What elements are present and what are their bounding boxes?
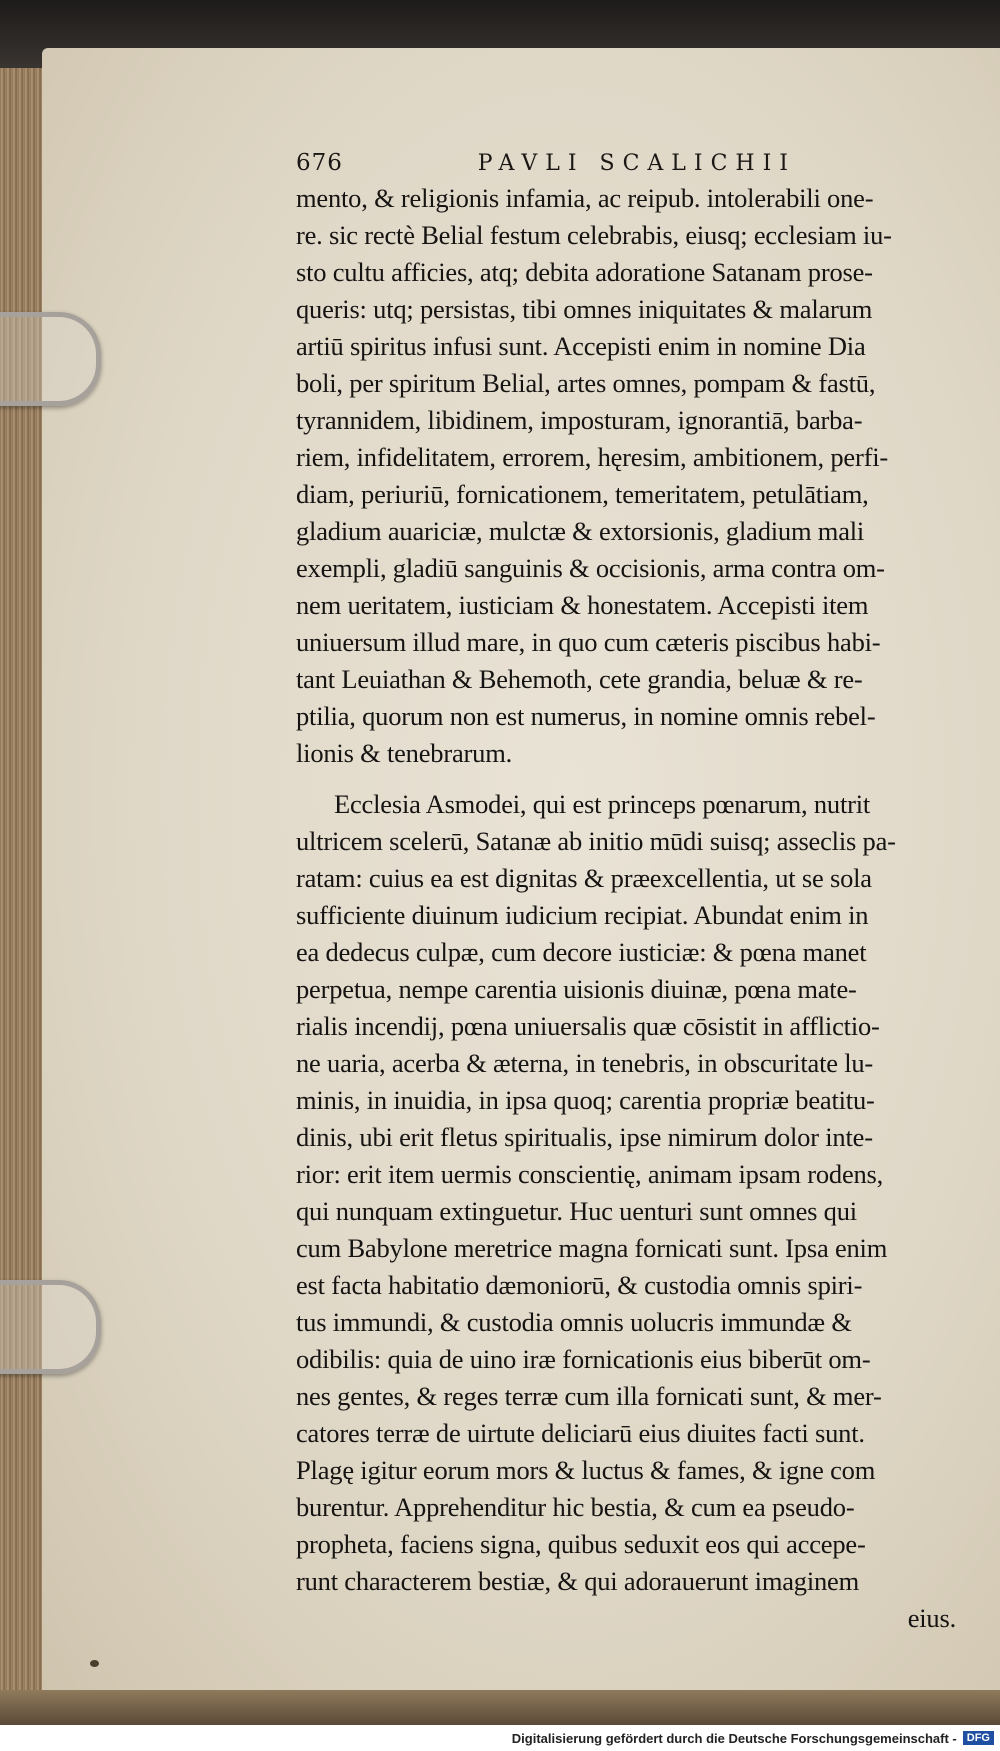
text-line: qui nunquam extinguetur. Huc uenturi sunt omnes qui <box>296 1196 857 1226</box>
text-line: Ecclesia Asmodei, qui est princeps pœnarum, nutrit <box>334 789 871 819</box>
text-line: ea dedecus culpæ, cum decore iusticiæ: & pœna manet <box>296 937 867 967</box>
text-line: cum Babylone meretrice magna fornicati sunt. Ipsa enim <box>296 1233 888 1263</box>
text-line: riem, infidelitatem, errorem, hęresim, ambitionem, perfi- <box>296 442 888 472</box>
dfg-logo: DFG <box>963 1731 994 1745</box>
text-line: tus immundi, & custodia omnis uolucris immundæ & <box>296 1307 852 1337</box>
footer-credit: Digitalisierung gefördert durch die Deutsche Forschungsgemeinschaft - <box>511 1730 957 1746</box>
text-line: burentur. Apprehenditur hic bestia, & cum ea pseudo- <box>296 1492 855 1522</box>
running-head <box>296 150 856 176</box>
text-line: ratam: cuius ea est dignitas & præexcellentia, ut se sola <box>296 863 872 893</box>
text-line: exempli, gladiū sanguinis & occisionis, arma contra om- <box>296 553 885 583</box>
text-line: minis, in inuidia, in ipsa quoq; carentia propriæ beatitu- <box>296 1085 875 1115</box>
text-line: mento, & religionis infamia, ac reipub. intolerabili one- <box>296 183 874 213</box>
text-line: Plagę igitur eorum mors & luctus & fames, & igne com <box>296 1455 876 1485</box>
page-number: 676 <box>296 150 343 176</box>
body-text <box>296 180 956 1637</box>
text-line: sufficiente diuinum iudicium recipiat. Abundat enim in <box>296 900 869 930</box>
text-line: re. sic rectè Belial festum celebrabis, eiusq; ecclesiam iu- <box>296 220 892 250</box>
text-line: rialis incendij, pœna uniuersalis quæ cōsistit in afflictio- <box>296 1011 880 1041</box>
text-line: runt characterem bestiæ, & qui adorauerunt imaginem <box>296 1566 860 1596</box>
text-line: tant Leuiathan & Behemoth, cete grandia, beluæ & re- <box>296 664 863 694</box>
text-line: propheta, faciens signa, quibus seduxit eos qui accepe- <box>296 1529 866 1559</box>
text-line: gladium auariciæ, mulctæ & extorsionis, gladium mali <box>296 516 865 546</box>
paragraph-1 <box>296 180 956 772</box>
text-line: queris: utq; persistas, tibi omnes iniquitates & malarum <box>296 294 873 324</box>
paragraph-break <box>296 772 956 786</box>
catchword: eius. <box>907 1603 956 1633</box>
text-line: boli, per spiritum Belial, artes omnes, pompam & fastū, <box>296 368 876 398</box>
text-line: dinis, ubi erit fletus spiritualis, ipse nimirum dolor inte- <box>296 1122 873 1152</box>
text-line: ultricem scelerū, Satanæ ab initio mūdi suisq; asseclis pa- <box>296 826 896 856</box>
text-line: nem ueritatem, iusticiam & honestatem. Accepisti item <box>296 590 869 620</box>
paper-clip-icon <box>0 1280 101 1374</box>
running-head-title: PAVLI SCALICHII <box>477 151 796 176</box>
text-line: ptilia, quorum non est numerus, in nomine omnis rebel- <box>296 701 876 731</box>
text-line: est facta habitatio dæmoniorū, & custodia omnis spiri- <box>296 1270 863 1300</box>
book-bottom-edge <box>0 1690 1000 1725</box>
text-line: sto cultu afficies, atq; debita adoratione Satanam prose- <box>296 257 873 287</box>
text-line: perpetua, nempe carentia uisionis diuinæ, pœna mate- <box>296 974 857 1004</box>
ink-spot <box>90 1660 99 1667</box>
digitization-footer <box>0 1725 1000 1751</box>
text-line: lionis & tenebrarum. <box>296 738 513 768</box>
text-line: diam, periuriū, fornicationem, temeritatem, petulātiam, <box>296 479 869 509</box>
text-line: catores terræ de uirtute deliciarū eius diuites facti sunt. <box>296 1418 865 1448</box>
text-line: uniuersum illud mare, in quo cum cæteris piscibus habi- <box>296 627 881 657</box>
text-line: artiū spiritus infusi sunt. Accepisti enim in nomine Dia <box>296 331 866 361</box>
text-line: nes gentes, & reges terræ cum illa fornicati sunt, & mer- <box>296 1381 882 1411</box>
text-line: tyrannidem, libidinem, imposturam, ignorantiā, barba- <box>296 405 863 435</box>
paragraph-2 <box>296 786 956 1600</box>
text-line: odibilis: quia de uino iræ fornicationis eius biberūt om- <box>296 1344 871 1374</box>
text-line: ne uaria, acerba & æterna, in tenebris, in obscuritate lu- <box>296 1048 874 1078</box>
paper-clip-icon <box>0 312 101 406</box>
text-line: rior: erit item uermis conscientię, animam ipsam rodens, <box>296 1159 884 1189</box>
